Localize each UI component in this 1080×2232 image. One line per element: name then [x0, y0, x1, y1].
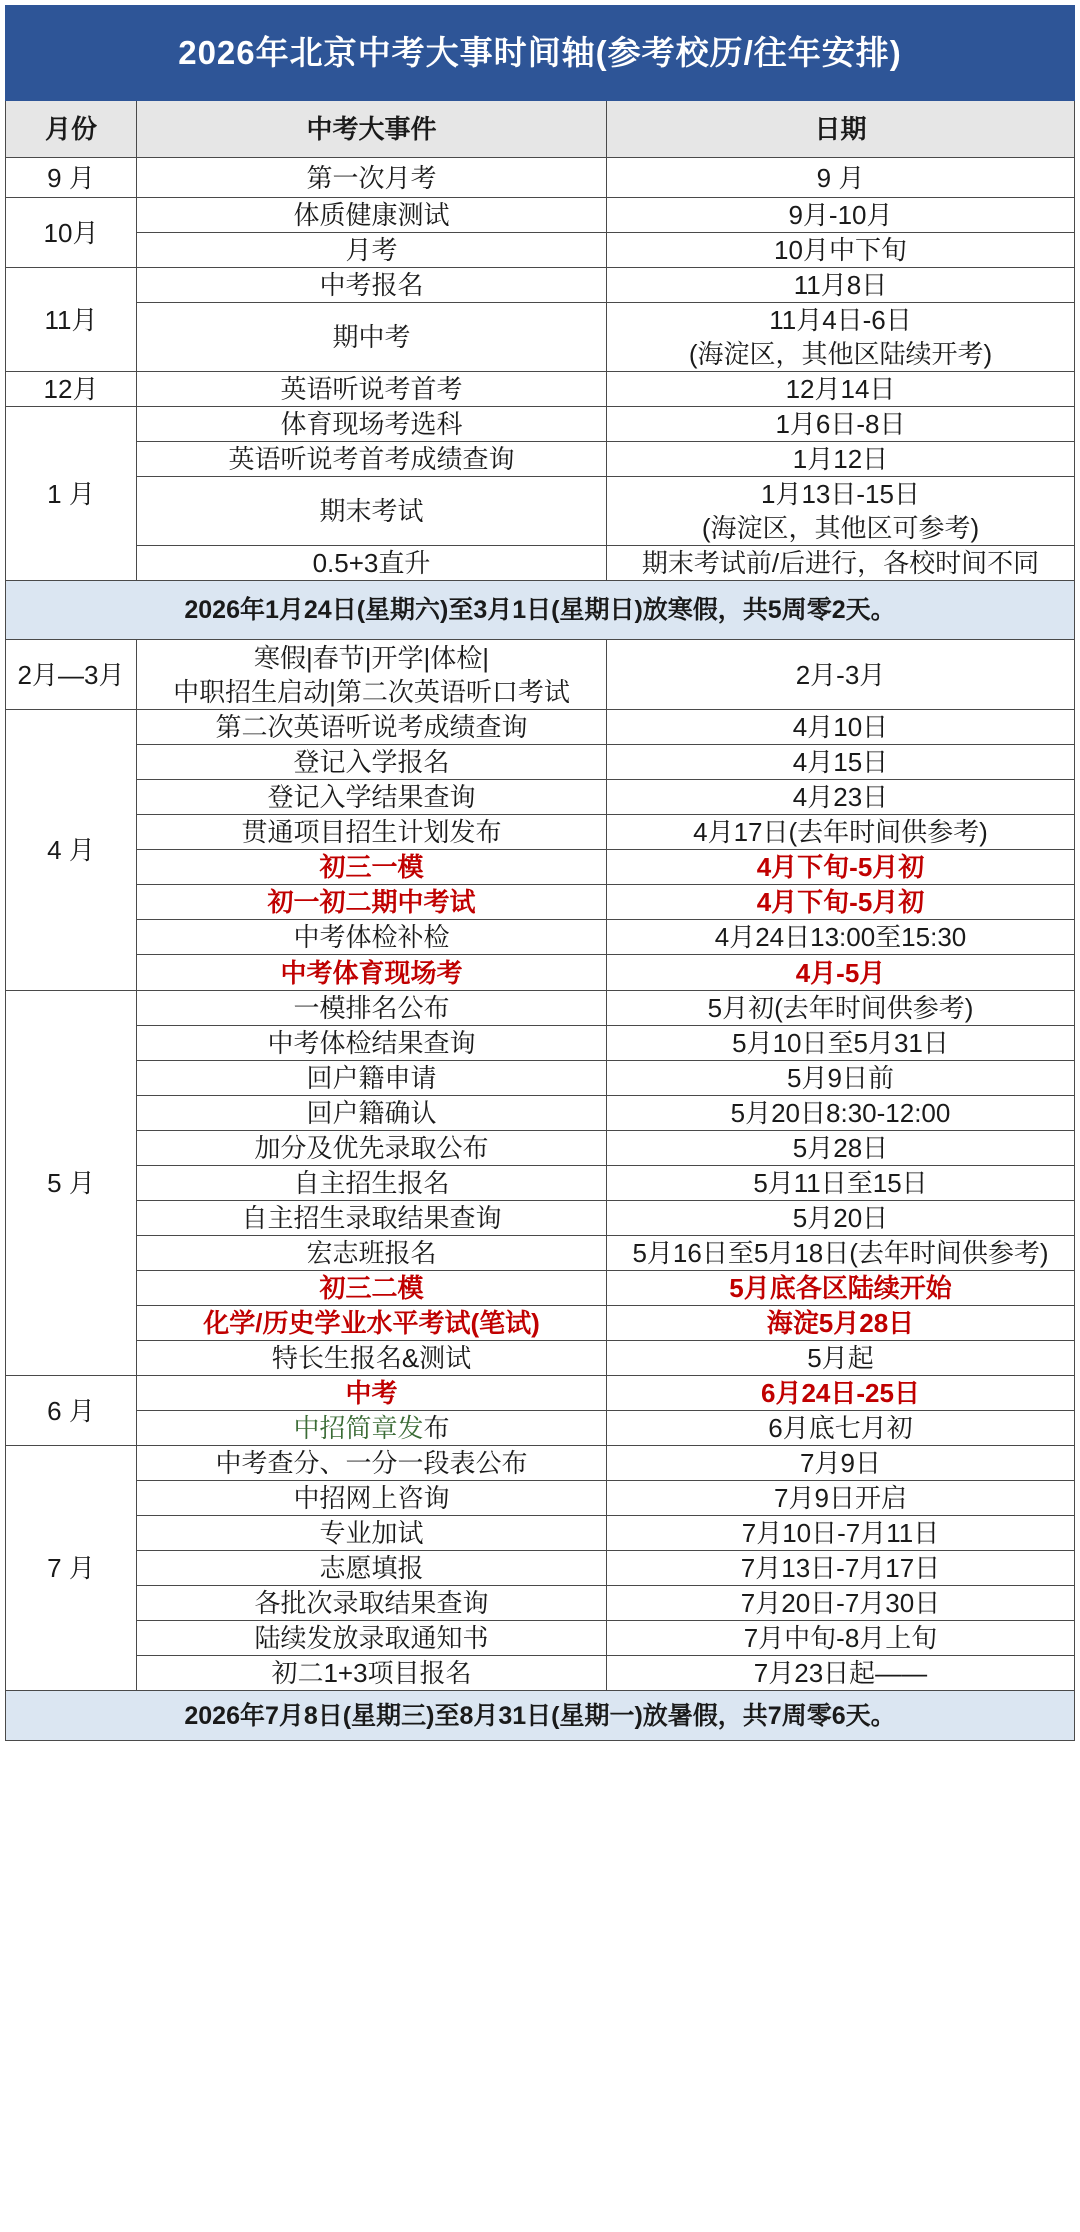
date-text: 7月23日起—— — [753, 1658, 928, 1688]
event-row — [6, 268, 1075, 303]
event-row — [6, 1551, 1075, 1586]
month-cell: 12月 — [6, 372, 137, 407]
event-row — [6, 1201, 1075, 1236]
event-text: 体育现场考选科 — [280, 409, 463, 439]
event-cell — [137, 1586, 607, 1621]
event-cell — [137, 1551, 607, 1586]
header-date: 日期 — [607, 101, 1075, 158]
date-text: 7月9日 — [800, 1448, 881, 1478]
event-cell — [137, 1376, 607, 1411]
date-cell — [607, 1446, 1075, 1481]
date-cell — [607, 955, 1075, 991]
date-cell — [607, 1586, 1075, 1621]
vacation-note: 2026年7月8日(星期三)至8月31日(星期一)放暑假，共7周零6天。 — [6, 1691, 1075, 1741]
event-cell — [137, 303, 607, 372]
date-cell — [607, 780, 1075, 815]
event-text: 初三二模 — [319, 1273, 424, 1303]
date-text: 5月底各区陆续开始 — [729, 1273, 952, 1303]
event-cell — [137, 1341, 607, 1376]
month-cell: 7 月 — [6, 1446, 137, 1691]
title-row — [6, 6, 1075, 101]
event-row — [6, 991, 1075, 1026]
event-cell — [137, 640, 607, 710]
event-text: 化学/历史学业水平考试(笔试) — [203, 1308, 540, 1338]
date-text: 5月初(去年时间供参考) — [707, 993, 974, 1023]
event-text: 宏志班报名 — [306, 1238, 437, 1268]
date-cell — [607, 1271, 1075, 1306]
event-cell — [137, 1096, 607, 1131]
event-row — [6, 158, 1075, 198]
event-cell — [137, 745, 607, 780]
header-event: 中考大事件 — [137, 101, 607, 158]
event-row — [6, 1061, 1075, 1096]
date-text: 4月下旬-5月初 — [756, 852, 925, 882]
date-text: 4月下旬-5月初 — [756, 887, 925, 917]
date-cell — [607, 1026, 1075, 1061]
date-text: 4月10日 — [792, 712, 889, 742]
date-text: 4月15日 — [792, 747, 889, 777]
date-text: 6月24日-25日 — [761, 1378, 920, 1408]
date-text: 9 月 — [816, 162, 865, 193]
event-row — [6, 1166, 1075, 1201]
event-text: 期末考试 — [319, 496, 424, 526]
event-text: 志愿填报 — [319, 1553, 424, 1583]
date-text: 4月23日 — [792, 782, 889, 812]
event-cell — [137, 1306, 607, 1341]
date-cell — [607, 198, 1075, 233]
date-cell — [607, 1376, 1075, 1411]
date-cell — [607, 1656, 1075, 1691]
month-cell: 11月 — [6, 268, 137, 372]
date-text: 期末考试前/后进行，各校时间不同 — [641, 548, 1040, 578]
date-cell — [607, 1096, 1075, 1131]
event-cell — [137, 1026, 607, 1061]
event-row — [6, 1586, 1075, 1621]
date-text: 7月20日-7月30日 — [740, 1588, 941, 1618]
event-row — [6, 1516, 1075, 1551]
month-cell: 2月—3月 — [6, 640, 137, 710]
date-cell — [607, 1306, 1075, 1341]
event-row — [6, 233, 1075, 268]
event-text: 各批次录取结果查询 — [254, 1588, 489, 1618]
date-note: (海淀区，其他区陆续开考) — [688, 339, 993, 369]
event-text: 期中考 — [332, 322, 411, 352]
event-row — [6, 1271, 1075, 1306]
date-text: 9月-10月 — [788, 200, 893, 230]
event-text: 中考体检结果查询 — [267, 1028, 476, 1058]
date-cell — [607, 1166, 1075, 1201]
date-text: 1月6日-8日 — [775, 409, 906, 439]
event-row — [6, 1131, 1075, 1166]
event-cell — [137, 1516, 607, 1551]
date-cell — [607, 885, 1075, 920]
event-row — [6, 850, 1075, 885]
event-row — [6, 1341, 1075, 1376]
month-cell: 1 月 — [6, 407, 137, 581]
date-cell — [607, 1551, 1075, 1586]
event-row — [6, 1306, 1075, 1341]
date-text: 7月中旬-8月上旬 — [743, 1623, 938, 1653]
header-month: 月份 — [6, 101, 137, 158]
event-text: 自主招生报名 — [293, 1168, 450, 1198]
event-text-tail: 布 — [423, 1413, 450, 1443]
date-cell — [607, 1061, 1075, 1096]
event-cell — [137, 815, 607, 850]
date-text: 海淀5月28日 — [766, 1308, 915, 1338]
event-cell — [137, 268, 607, 303]
date-cell — [607, 1481, 1075, 1516]
date-text: 2月-3月 — [795, 659, 886, 690]
event-text: 中招网上咨询 — [293, 1483, 450, 1513]
event-text: 特长生报名&测试 — [271, 1343, 472, 1373]
event-text: 登记入学报名 — [293, 747, 450, 777]
event-cell — [137, 780, 607, 815]
month-cell: 4 月 — [6, 710, 137, 991]
event-text: 一模排名公布 — [293, 993, 450, 1023]
event-cell — [137, 885, 607, 920]
date-cell — [607, 710, 1075, 745]
event-row — [6, 815, 1075, 850]
event-row — [6, 1376, 1075, 1411]
event-row — [6, 710, 1075, 745]
date-text: 5月28日 — [792, 1133, 889, 1163]
date-text: 11月4日-6日 — [769, 305, 912, 335]
event-text: 体质健康测试 — [293, 200, 450, 230]
date-cell — [607, 442, 1075, 477]
date-text: 6月底七月初 — [768, 1413, 913, 1443]
event-cell — [137, 991, 607, 1026]
timeline-table — [5, 5, 1075, 1741]
event-row — [6, 640, 1075, 710]
date-cell — [607, 815, 1075, 850]
event-text: 0.5+3直升 — [312, 548, 431, 578]
event-row — [6, 1236, 1075, 1271]
event-text: 第二次英语听说考成绩查询 — [215, 712, 528, 742]
date-text: 1月13日-15日 — [761, 479, 920, 509]
date-note: (海淀区，其他区可参考) — [701, 513, 980, 543]
event-text: 贯通项目招生计划发布 — [241, 817, 502, 847]
date-text: 5月20日8:30-12:00 — [730, 1098, 951, 1128]
event-row — [6, 198, 1075, 233]
event-cell — [137, 1656, 607, 1691]
event-cell — [137, 1166, 607, 1201]
page-title: 2026年北京中考大事时间轴(参考校历/往年安排) — [6, 6, 1075, 101]
event-text: 中考体检补检 — [293, 922, 450, 952]
vacation-row — [6, 1691, 1075, 1741]
event-text: 英语听说考首考成绩查询 — [228, 444, 515, 474]
event-text-line2: 中职招生启动|第二次英语听口考试 — [173, 676, 570, 707]
date-text: 1月12日 — [792, 444, 889, 474]
date-text: 11月8日 — [793, 270, 888, 300]
event-row — [6, 920, 1075, 955]
event-cell — [137, 1411, 607, 1446]
event-row — [6, 1481, 1075, 1516]
date-text: 12月14日 — [785, 374, 896, 404]
event-row — [6, 477, 1075, 546]
event-cell — [137, 1621, 607, 1656]
month-cell: 6 月 — [6, 1376, 137, 1446]
date-text: 5月9日前 — [787, 1063, 894, 1093]
date-cell — [607, 1516, 1075, 1551]
event-cell — [137, 546, 607, 581]
event-text: 回户籍确认 — [306, 1098, 437, 1128]
event-row — [6, 1411, 1075, 1446]
vacation-row — [6, 581, 1075, 640]
date-text: 4月-5月 — [795, 957, 886, 988]
date-cell — [607, 991, 1075, 1026]
event-row — [6, 1446, 1075, 1481]
event-cell — [137, 1271, 607, 1306]
event-cell — [137, 158, 607, 198]
event-cell — [137, 372, 607, 407]
date-text: 4月17日(去年时间供参考) — [693, 817, 988, 847]
event-cell — [137, 233, 607, 268]
date-cell — [607, 1236, 1075, 1271]
event-text: 登记入学结果查询 — [267, 782, 476, 812]
date-cell — [607, 303, 1075, 372]
event-text: 自主招生录取结果查询 — [241, 1203, 502, 1233]
event-cell — [137, 955, 607, 991]
event-cell — [137, 1481, 607, 1516]
vacation-note: 2026年1月24日(星期六)至3月1日(星期日)放寒假，共5周零2天。 — [6, 581, 1075, 640]
event-cell — [137, 710, 607, 745]
event-text: 月考 — [345, 235, 398, 265]
date-text: 5月16日至5月18日(去年时间供参考) — [632, 1238, 1049, 1268]
event-row — [6, 442, 1075, 477]
event-text: 英语听说考首考 — [280, 374, 463, 404]
date-cell — [607, 268, 1075, 303]
event-row — [6, 1096, 1075, 1131]
event-text: 初三一模 — [319, 852, 424, 882]
date-text: 5月起 — [807, 1343, 874, 1373]
event-cell — [137, 1061, 607, 1096]
event-text: 陆续发放录取通知书 — [254, 1623, 489, 1653]
date-cell — [607, 1621, 1075, 1656]
date-cell — [607, 158, 1075, 198]
event-row — [6, 885, 1075, 920]
event-row — [6, 1026, 1075, 1061]
date-cell — [607, 920, 1075, 955]
date-cell — [607, 1341, 1075, 1376]
event-text: 回户籍申请 — [306, 1063, 437, 1093]
event-row — [6, 303, 1075, 372]
event-text: 中考报名 — [319, 270, 424, 300]
date-text: 5月20日 — [792, 1203, 889, 1233]
event-text: 初一初二期中考试 — [267, 887, 476, 917]
event-cell — [137, 1201, 607, 1236]
event-text: 寒假|春节|开学|体检| — [253, 642, 490, 673]
date-cell — [607, 850, 1075, 885]
date-cell — [607, 1411, 1075, 1446]
date-text: 5月11日至15日 — [753, 1168, 928, 1198]
event-text: 初二1+3项目报名 — [271, 1658, 472, 1688]
event-text: 第一次月考 — [306, 162, 437, 193]
date-text: 10月中下旬 — [774, 235, 907, 265]
event-text: 加分及优先录取公布 — [254, 1133, 489, 1163]
date-cell — [607, 233, 1075, 268]
event-row — [6, 745, 1075, 780]
event-cell — [137, 442, 607, 477]
date-text: 7月13日-7月17日 — [740, 1553, 941, 1583]
event-cell — [137, 198, 607, 233]
date-cell — [607, 640, 1075, 710]
event-text: 专业加试 — [319, 1518, 424, 1548]
event-text: 中考查分、一分一段表公布 — [215, 1448, 528, 1478]
event-cell — [137, 477, 607, 546]
event-text: 中考体育现场考 — [280, 957, 463, 988]
event-row — [6, 407, 1075, 442]
date-text: 7月10日-7月11日 — [741, 1518, 940, 1548]
event-text-highlight: 中招简章发 — [293, 1413, 424, 1443]
date-cell — [607, 477, 1075, 546]
event-cell — [137, 1236, 607, 1271]
event-row — [6, 1656, 1075, 1691]
month-cell: 10月 — [6, 198, 137, 268]
event-row — [6, 1621, 1075, 1656]
month-cell: 5 月 — [6, 991, 137, 1376]
event-cell — [137, 850, 607, 885]
event-row — [6, 546, 1075, 581]
event-text: 中考 — [345, 1378, 398, 1408]
date-text: 4月24日13:00至15:30 — [714, 922, 967, 952]
date-cell — [607, 546, 1075, 581]
event-cell — [137, 1446, 607, 1481]
event-cell — [137, 1131, 607, 1166]
date-cell — [607, 407, 1075, 442]
header-row — [6, 101, 1075, 158]
event-row — [6, 955, 1075, 991]
event-cell — [137, 407, 607, 442]
date-text: 7月9日开启 — [774, 1483, 907, 1513]
date-text: 5月10日至5月31日 — [732, 1028, 949, 1058]
date-cell — [607, 745, 1075, 780]
event-row — [6, 780, 1075, 815]
date-cell — [607, 1201, 1075, 1236]
event-cell — [137, 920, 607, 955]
date-cell — [607, 1131, 1075, 1166]
date-cell — [607, 372, 1075, 407]
event-row — [6, 372, 1075, 407]
month-cell: 9 月 — [6, 158, 137, 198]
